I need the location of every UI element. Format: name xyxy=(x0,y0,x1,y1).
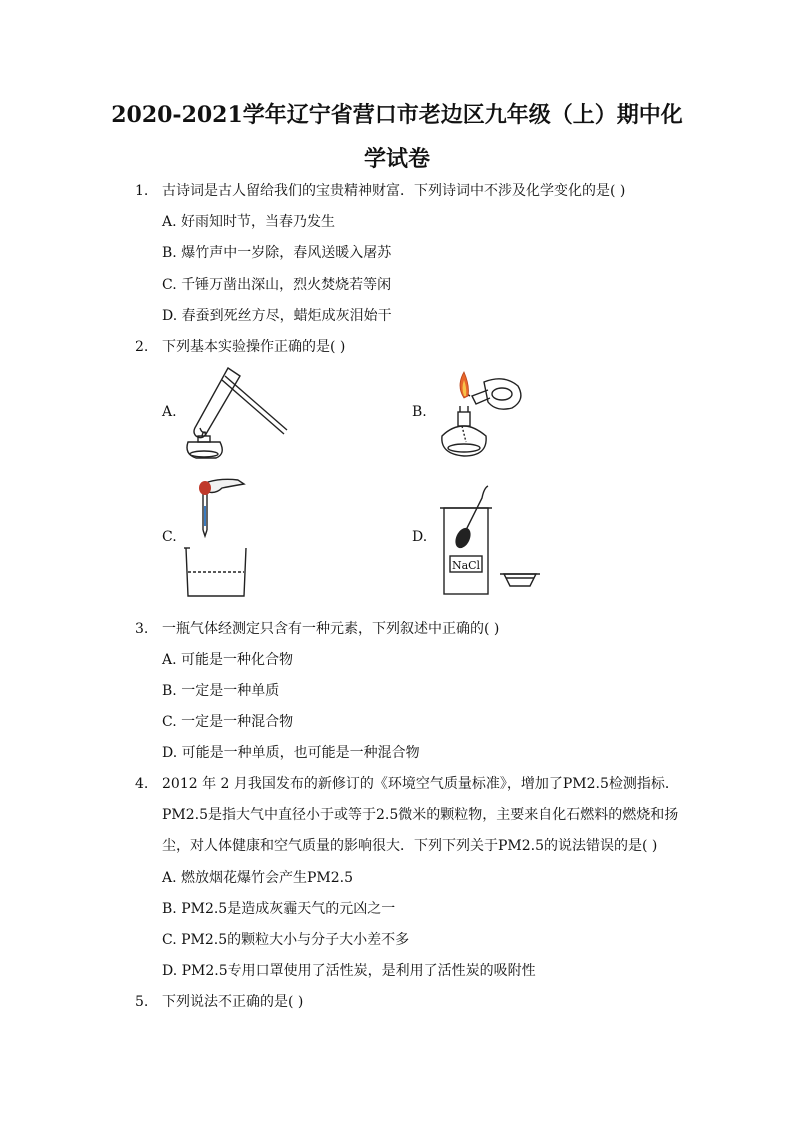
question-text: 一瓶气体经测定只含有一种元素，下列叙述中正确的( ) xyxy=(162,621,500,637)
question-number: 3. xyxy=(135,621,149,637)
question-text: 下列基本实验操作正确的是( ) xyxy=(162,339,346,355)
q3-option-b: B. 一定是一种单质 xyxy=(162,683,280,699)
figure-c-dropper-into-beaker xyxy=(182,476,262,600)
q3-option-c: C. 一定是一种混合物 xyxy=(162,714,294,730)
q4-option-b: B. PM2.5是造成灰霾天气的元凶之一 xyxy=(162,901,396,917)
question-number: 5. xyxy=(135,994,149,1010)
q4-option-c: C. PM2.5的颗粒大小与分子大小差不多 xyxy=(162,932,410,948)
question-number: 1. xyxy=(135,183,149,199)
q2-label-c: C. xyxy=(162,529,177,545)
figure-a-heating-test-tube xyxy=(180,366,290,462)
q4-option-a: A. 燃放烟花爆竹会产生PM2.5 xyxy=(162,870,354,886)
exam-title-line2: 学试卷 xyxy=(363,146,430,172)
figure-d-nacl-bottle-and-dish xyxy=(436,482,540,598)
question-text-line1: 2012 年 2 月我国发布的新修订的《环境空气质量标准》，增加了PM2.5检测指标． xyxy=(162,776,679,792)
q3-option-a: A. 可能是一种化合物 xyxy=(162,652,294,668)
question-text: 古诗词是古人留给我们的宝贵精神财富．下列诗词中不涉及化学变化的是( ) xyxy=(162,183,626,199)
q2-label-a: A. xyxy=(162,404,177,420)
question-text: 下列说法不正确的是( ) xyxy=(162,994,304,1010)
q4-text-line3: 尘，对人体健康和空气质量的影响很大．下列下列关于PM2.5的说法错误的是( ) xyxy=(162,838,658,854)
q3-option-d: D. 可能是一种单质，也可能是一种混合物 xyxy=(162,745,420,761)
q1-option-d: D. 春蚕到死丝方尽，蜡炬成灰泪始干 xyxy=(162,308,392,324)
q4-option-d: D. PM2.5专用口罩使用了活性炭，是利用了活性炭的吸附性 xyxy=(162,963,536,979)
q2-label-b: B. xyxy=(412,404,427,420)
q2-label-d: D. xyxy=(412,529,428,545)
q1-option-a: A. 好雨知时节，当春乃发生 xyxy=(162,214,336,230)
q1-option-b: B. 爆竹声中一岁除，春风送暖入屠苏 xyxy=(162,245,392,261)
question-number: 4. xyxy=(135,776,149,792)
question-number: 2. xyxy=(135,339,149,355)
exam-title-line1: 2020-2021学年辽宁省营口市老边区九年级（上）期中化 xyxy=(111,102,683,128)
q4-text-line2: PM2.5是指大气中直径小于或等于2.5微米的颗粒物，主要来自化石燃料的燃烧和扬 xyxy=(162,807,679,823)
nacl-bottle-label: NaCl xyxy=(451,559,481,572)
q1-option-c: C. 千锤万凿出深山，烈火焚烧若等闲 xyxy=(162,277,392,293)
figure-b-lighting-alcohol-lamp xyxy=(434,366,534,462)
